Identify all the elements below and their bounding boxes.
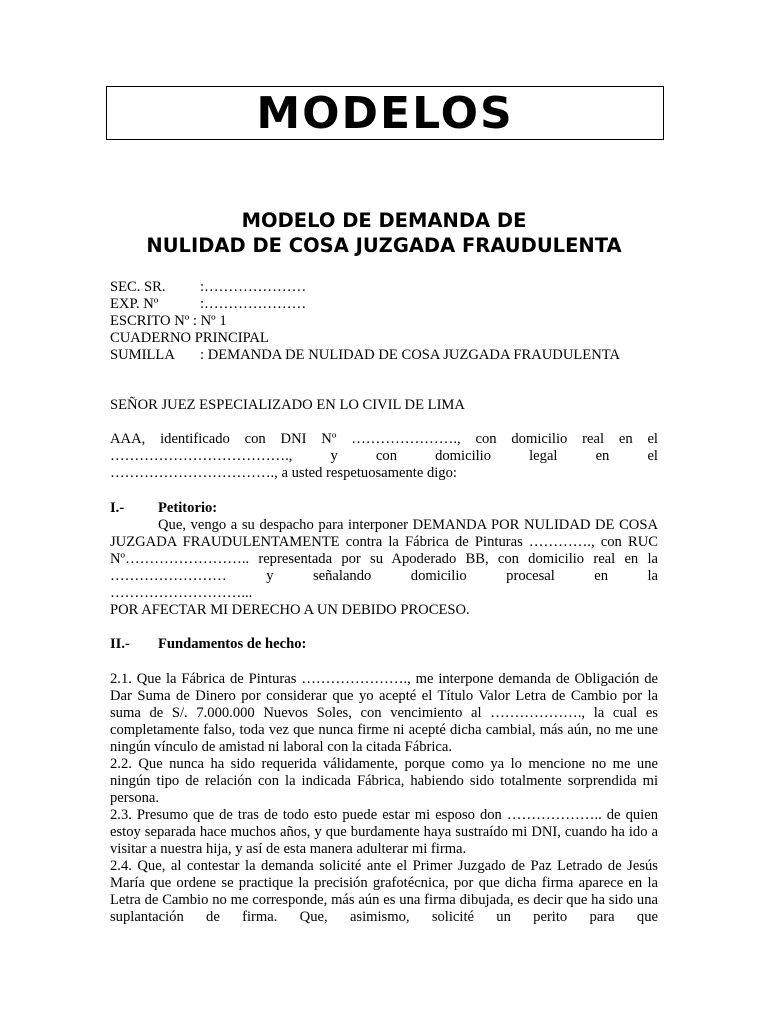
fundamentos-title: Fundamentos de hecho: <box>158 636 307 652</box>
field-exp-value: :………………… <box>200 296 307 312</box>
field-escrito-label: ESCRITO Nº <box>110 313 190 329</box>
field-sec-value: :………………… <box>200 279 307 295</box>
intro-line-2: ………………………………., y con domicilio legal en el <box>110 448 658 464</box>
intro-line-3: ……………………………., a usted respetuosamente digo: <box>110 465 457 481</box>
field-exp <box>110 296 658 313</box>
field-cuaderno: CUADERNO PRINCIPAL <box>110 330 269 346</box>
fundamento-2-1: 2.1. Que la Fábrica de Pinturas …………………., me interpone demanda de Obligación de Dar Suma de Dinero por considerar que yo acepté el Título Valor Letra de Cambio por la suma de S/. 7.000.000 Nuevos Soles, con vencimiento al ………………., la cual es completamente falso, toda vez que nunca firme ni acepté dicha cambial, más aún, no me une ningún vínculo de amistad ni laboral con la citada Fábrica. <box>110 671 658 755</box>
document-title <box>106 208 662 258</box>
document-title-line-2: NULIDAD DE COSA JUZGADA FRAUDULENTA <box>146 234 622 257</box>
petitorio-heading <box>110 500 658 517</box>
banner-title: MODELOS <box>256 87 514 139</box>
fundamento-2-2: 2.2. Que nunca ha sido requerida válidamente, porque como ya lo mencione no me une ningún tipo de relación con la indicada Fábrica, habiendo sido totalmente sorprendida mi persona. <box>110 756 658 806</box>
field-sumilla <box>110 347 658 364</box>
modelos-banner <box>106 86 664 140</box>
petitorio-closing: POR AFECTAR MI DERECHO A UN DEBIDO PROCESO. <box>110 602 470 618</box>
field-sumilla-value: : DEMANDA DE NULIDAD DE COSA JUZGADA FRAUDULENTA <box>200 347 621 363</box>
field-sec-label: SEC. SR. <box>110 279 166 295</box>
fundamentos-number: II.- <box>110 636 130 652</box>
fundamentos-heading <box>110 636 658 653</box>
addressee: SEÑOR JUEZ ESPECIALIZADO EN LO CIVIL DE LIMA <box>110 397 465 413</box>
petitorio-title: Petitorio: <box>158 500 218 516</box>
petitorio-body-tail: ………………………... <box>110 585 253 601</box>
document-body <box>110 279 658 926</box>
petitorio-body: Que, vengo a su despacho para interponer DEMANDA POR NULIDAD DE COSA JUZGADA FRAUDULENTAMENTE contra la Fábrica de Pinturas …………., con RUC Nº…………………….. representada por su Apoderado BB, con domicilio real en la …………………… y señalando domicilio procesal en la <box>110 517 658 584</box>
field-sumilla-label: SUMILLA <box>110 347 175 363</box>
field-escrito-value: : Nº 1 <box>189 313 227 329</box>
field-escrito <box>110 313 658 330</box>
field-exp-label: EXP. Nº <box>110 296 159 312</box>
fundamento-2-4: 2.4. Que, al contestar la demanda solicité ante el Primer Juzgado de Paz Letrado de Jesús María que ordene se practique la precisión grafotécnica, por que dicha firma aparece en la Letra de Cambio no me corresponde, más aún es una firma dibujada, es decir que ha sido una suplantación de firma. Que, asimismo, solicité un perito para que <box>110 858 658 925</box>
petitorio-number: I.- <box>110 500 125 516</box>
intro-line-1: AAA, identificado con DNI Nº …………………., con domicilio real en el <box>110 431 658 447</box>
field-sec <box>110 279 658 296</box>
fundamento-2-3: 2.3. Presumo que de tras de todo esto puede estar mi esposo don ……………….. de quien estoy separada hace muchos años, y que burdamente haya sustraído mi DNI, cuando ha ido a visitar a nuestra hija, y así de esta manera adulterar mi firma. <box>110 807 658 857</box>
document-title-line-1: MODELO DE DEMANDA DE <box>241 209 527 232</box>
